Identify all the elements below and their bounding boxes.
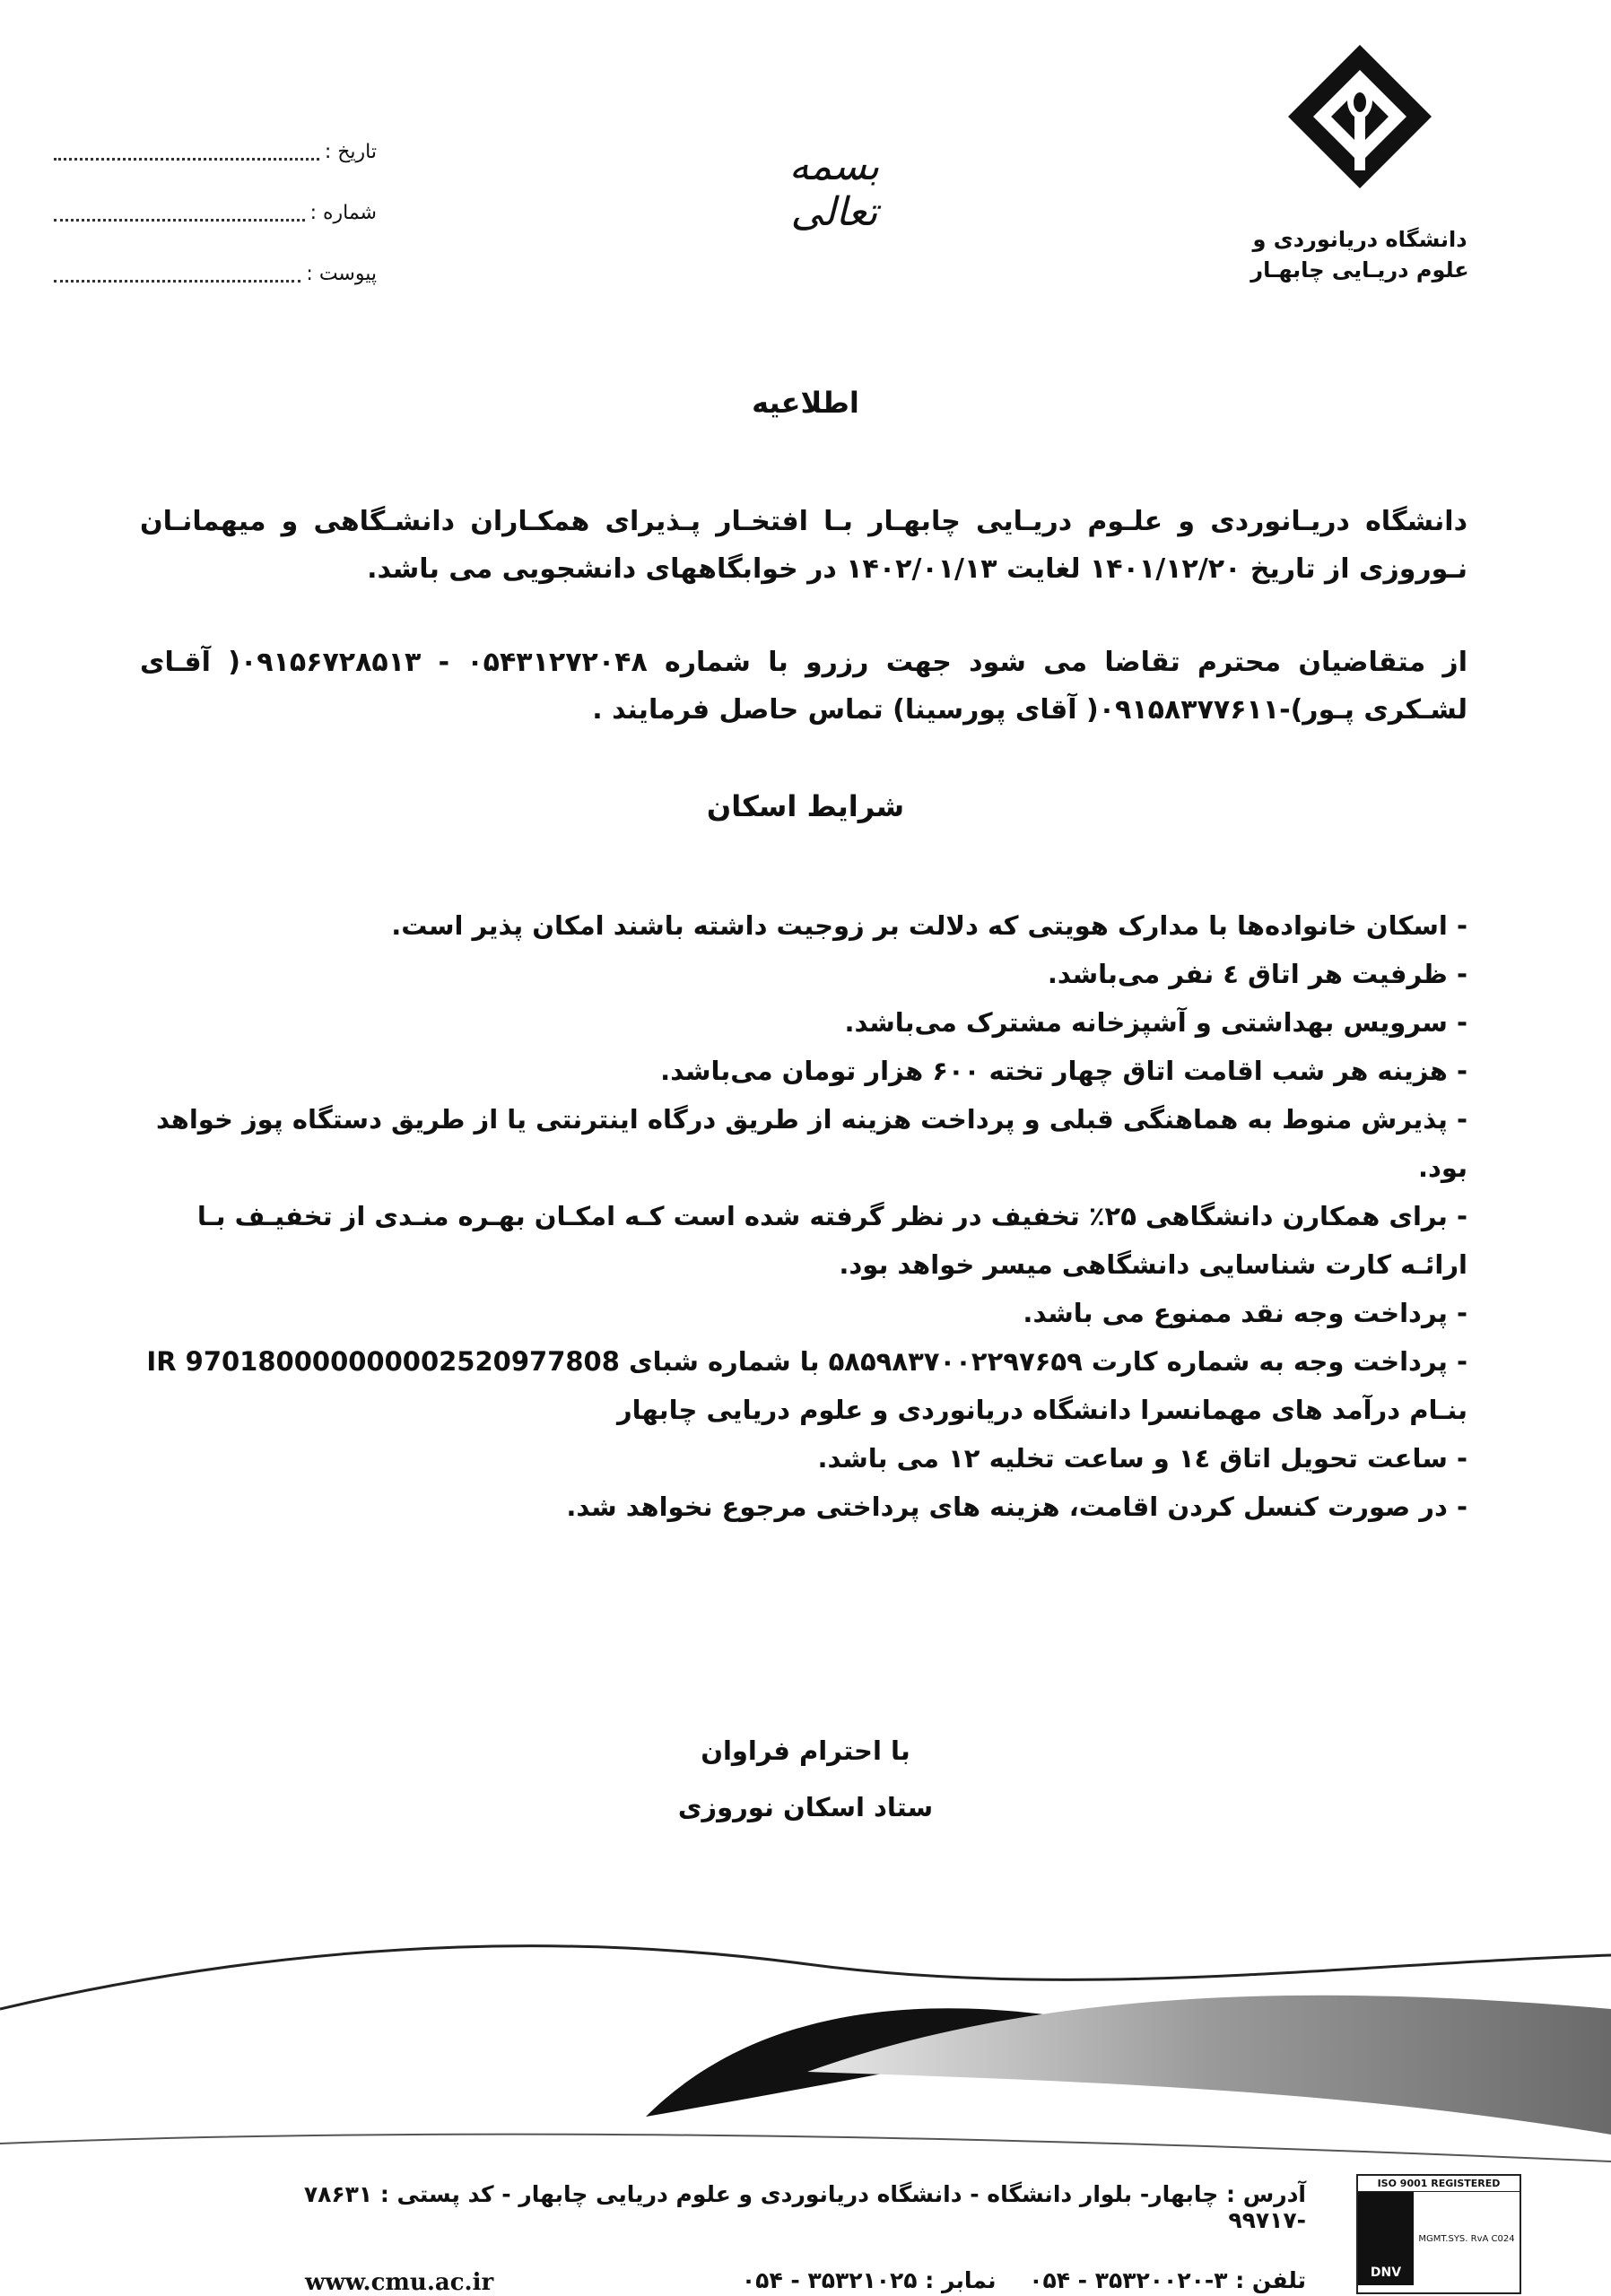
footer-address: آدرس : چابهار- بلوار دانشگاه - دانشگاه دریانوردی و علوم دریایی چابهار - کد پستی : ۷۸۶۳۱ -۹۹۷۱۷ [303, 2181, 1306, 2233]
condition-item: - ظرفیت هر اتاق ٤ نفر می‌باشد. [1047, 959, 1467, 989]
website-link[interactable]: www.cmu.ac.ir [305, 2269, 494, 2296]
footer-wave-decoration [0, 1910, 1611, 2179]
meta-attachment-field [54, 257, 300, 283]
closing-regards: با احترام فراوان [701, 1735, 910, 1766]
university-logo-block [1234, 36, 1485, 285]
contact-paragraph: از متقاضیان محترم تقاضا می شود جهت رزرو با شماره ۰۵۴۳۱۲۷۲۰۴۸ - ۰۹۱۵۶۷۲۸۵۱۳( آقـای لشـکری پـور)-۰۹۱۵۸۳۷۷۶۱۱( آقای پورسینا) تماس حاصل فرمایند . [140, 647, 1467, 726]
dnv-mark: DNV [1358, 2192, 1414, 2285]
condition-item: - هزینه هر شب اقامت اتاق چهار تخته ۶۰۰ هزار تومان می‌باشد. [660, 1056, 1467, 1086]
meta-number [54, 196, 377, 257]
announcement-title: اطلاعیه [752, 386, 859, 420]
condition-item: - پذیرش منوط به هماهنگی قبلی و پرداخت هزینه از طریق درگاه اینترنتی یا از طریق دستگاه پوز خواهد بود. [156, 1104, 1467, 1183]
condition-item: - برای همکارن دانشگاهی ۲۵٪ تخفیف در نظر گرفته شده است کـه امکـان بهـره منـدی از تخفیـف بـا ارائـه کارت شناسایی دانشگاهی میسر خواهد بود. [196, 1201, 1467, 1280]
bismillah: بسمه تعالی [788, 144, 880, 235]
meta-attachment-label: پیوست : [306, 263, 377, 285]
logo-line-1: دانشگاه دریانوردی و [1252, 227, 1467, 252]
condition-item: - اسکان خانواده‌ها با مدارک هویتی که دلالت بر زوجیت داشته باشند امکان پذیر است. [391, 910, 1467, 941]
condition-item: - پرداخت وجه به شماره کارت ۵۸۵۹۸۳۷۰۰۲۲۹۷۶۵۹ با شماره شبای IR 970180000000002520977808 بنـام درآمد های مهمانسرا دانشگاه دریانوردی و علوم دریایی چابهار [146, 1346, 1467, 1425]
conditions-title: شرایط اسکان [706, 789, 905, 823]
condition-item: - در صورت کنسل کردن اقامت، هزینه های پرداختی مرجوع نخواهد شد. [566, 1492, 1467, 1522]
iso-certification-badge [1356, 2174, 1521, 2294]
footer-fax: نمابر : ۳۵۳۲۱۰۲۵ - ۰۵۴ [741, 2267, 997, 2293]
meta-date-label: تاریخ : [324, 141, 377, 163]
conditions-list [122, 901, 1467, 1531]
footer-phone: تلفن : ۳-۳۵۳۲۰۰۲۰ - ۰۵۴ [1029, 2267, 1306, 2293]
meta-number-label: شماره : [309, 202, 377, 224]
closing-signature: ستاد اسکان نوروزی [677, 1792, 934, 1822]
logo-line-2: علوم دریـایی چابهـار [1250, 257, 1469, 283]
footer-phone-fax [717, 2267, 1306, 2293]
rva-mark: MGMT.SYS. RvA C024 [1418, 2233, 1515, 2244]
iso-title: ISO 9001 REGISTERED [1358, 2176, 1520, 2192]
condition-item: - سرویس بهداشتی و آشپزخانه مشترک می‌باشد. [844, 1007, 1467, 1038]
university-logo-icon [1279, 36, 1441, 224]
meta-date-field [54, 135, 319, 161]
condition-item: - ساعت تحویل اتاق ۱٤ و ساعت تخلیه ۱۲ می باشد. [817, 1443, 1467, 1474]
condition-item: - پرداخت وجه نقد ممنوع می باشد. [1023, 1298, 1467, 1328]
meta-attachment [54, 257, 377, 317]
letter-meta [54, 135, 377, 317]
intro-paragraph: دانشگاه دریـانوردی و علـوم دریـایی چابهـار بـا افتخـار پـذیرای همکـاران دانشـگاهی و میهمانـان نـوروزی از تاریخ ۱۴۰۱/۱۲/۲۰ لغایت ۱۴۰۲/۰۱/۱۳ در خوابگاههای دانشجویی می باشد. [140, 506, 1467, 585]
meta-number-field [54, 196, 305, 222]
meta-date [54, 135, 377, 196]
